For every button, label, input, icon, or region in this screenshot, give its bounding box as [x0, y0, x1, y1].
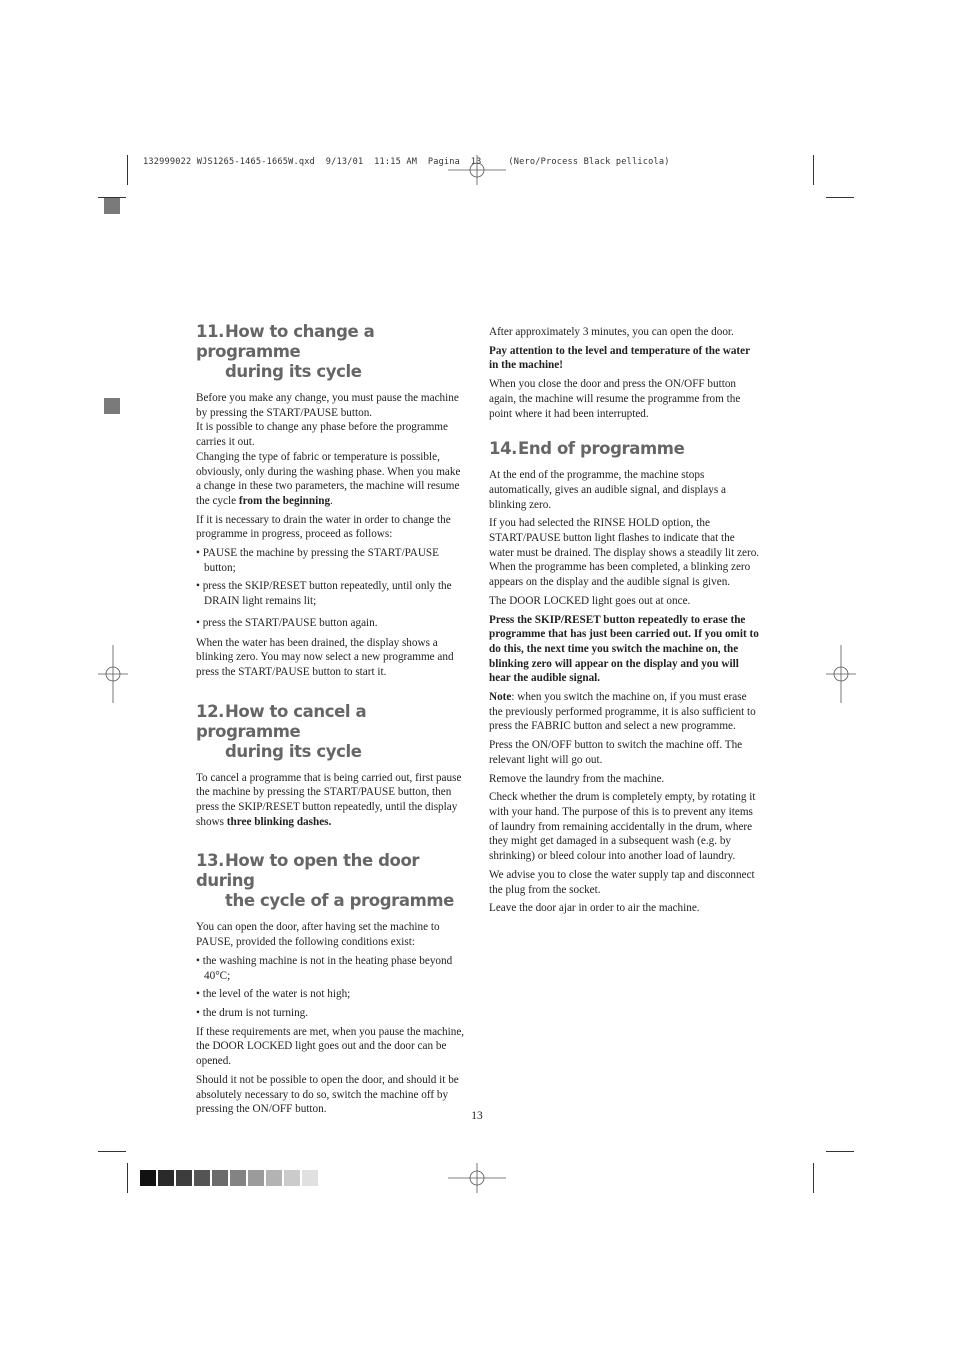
- section-13-bullet: • the level of the water is not high;: [196, 988, 351, 1001]
- registration-mark-left-icon: [98, 645, 128, 703]
- section-13-bullet: • the washing machine is not in the heating phase beyond 40°C;: [196, 954, 453, 982]
- section-11-paragraph: Before you make any change, you must pause the machine by pressing the START/PAUSE button.: [196, 392, 459, 419]
- section-14-note: Note: when you switch the machine on, if you must erase the previously performed programme, it is also sufficient to press the FABRIC button and select a new programme.: [489, 691, 756, 733]
- crop-mark-br-v: [813, 1163, 814, 1193]
- gray-swatch: [194, 1170, 210, 1186]
- gray-swatch: [266, 1170, 282, 1186]
- section-14-paragraph: Remove the laundry from the machine.: [489, 772, 665, 785]
- gray-swatch: [302, 1170, 318, 1186]
- marker-square-top: [104, 198, 120, 214]
- print-header: 132999022 WJS1265-1465-1665W.qxd 9/13/01 11:15 AM Pagina 13 (Nero/Process Black pellicola): [143, 157, 670, 167]
- section-11-bullet: • press the SKIP/RESET button repeatedly, until only the DRAIN light remains lit;: [196, 580, 452, 608]
- section-11-paragraph: Changing the type of fabric or temperature is possible, obviously, only during the washing phase. When you make a change in these two parameters, the machine will resume the cycle from the beginning.: [196, 450, 461, 507]
- gray-swatch: [284, 1170, 300, 1186]
- section-11-paragraph: It is possible to change any phase before the programme carries it out.: [196, 421, 448, 449]
- crop-mark-bl-h: [98, 1151, 126, 1152]
- resume-paragraph: When you close the door and press the ON/OFF button again, the machine will resume the programme from the point where it had been interrupted.: [489, 378, 741, 420]
- section-14-paragraph: Check whether the drum is completely empty, by rotating it with your hand. The purpose of this is to prevent any items of laundry from remaining accidentally in the drum, where they might get damaged in a subsequent wash (e.g. by shrinking) or bleed colour into another load of laundry.: [489, 791, 756, 863]
- right-column: [489, 325, 761, 920]
- gray-swatch: [176, 1170, 192, 1186]
- section-14-paragraph: At the end of the programme, the machine stops automatically, gives an audible signal, and displays a blinking zero.: [489, 469, 726, 511]
- registration-mark-top-icon: [448, 155, 506, 185]
- warning-paragraph: Pay attention to the level and temperature of the water in the machine!: [489, 344, 750, 372]
- marker-square-middle: [104, 398, 120, 414]
- section-13-paragraph: You can open the door, after having set the machine to PAUSE, provided the following conditions exist:: [196, 921, 440, 949]
- section-11-heading: 11.How to change a programme during its cycle: [196, 322, 375, 381]
- section-14-paragraph: If you had selected the RINSE HOLD option, the START/PAUSE button light flashes to indicate that the water must be drained. The display shows a steadily lit zero.: [489, 517, 760, 559]
- crop-mark-bl-v: [127, 1163, 128, 1193]
- section-13-bullet: • the drum is not turning.: [196, 1006, 309, 1019]
- gray-swatch: [230, 1170, 246, 1186]
- section-11-bullet: • PAUSE the machine by pressing the START/PAUSE button;: [196, 547, 439, 574]
- registration-mark-right-icon: [826, 645, 856, 703]
- section-14-paragraph: The DOOR LOCKED light goes out at once.: [489, 594, 691, 607]
- door-open-paragraph: After approximately 3 minutes, you can open the door.: [489, 326, 734, 338]
- gray-swatch: [158, 1170, 174, 1186]
- crop-mark-br-h: [826, 1151, 854, 1152]
- section-12-heading: 12.How to cancel a programme during its cycle: [196, 701, 367, 761]
- page-number: 13: [471, 1110, 483, 1122]
- gray-swatch: [140, 1170, 156, 1186]
- crop-mark-tl-v: [127, 155, 128, 185]
- section-14-paragraph: Press the ON/OFF button to switch the machine off. The relevant light will go out.: [489, 739, 743, 766]
- section-14-paragraph: Leave the door ajar in order to air the machine.: [489, 902, 700, 915]
- gray-swatch: [212, 1170, 228, 1186]
- section-13-paragraph: Should it not be possible to open the door, and should it be absolutely necessary to do so, switch the machine off by pressing the ON/OFF button.: [196, 1073, 459, 1116]
- section-14-paragraph: When the programme has been completed, a blinking zero appears on the display and the audible signal is given.: [489, 561, 751, 589]
- crop-mark-tr-v: [813, 155, 814, 185]
- section-13-heading: 13.How to open the door during the cycle of a programme: [196, 851, 454, 911]
- grayscale-calibration-bar: [140, 1170, 320, 1186]
- section-12-paragraph: To cancel a programme that is being carried out, first pause the machine by pressing the START/PAUSE button, then press the SKIP/RESET button repeatedly, until the display shows three blinking dashes.: [196, 771, 462, 828]
- section-13-paragraph: If these requirements are met, when you pause the machine, the DOOR LOCKED light goes out and the door can be opened.: [196, 1025, 465, 1068]
- section-14-heading: 14.End of programme: [489, 439, 685, 459]
- crop-mark-tr-h: [826, 197, 854, 198]
- section-11-paragraph: When the water has been drained, the display shows a blinking zero. You may now select a new programme and press the START/PAUSE button to start it.: [196, 636, 454, 678]
- registration-mark-bottom-icon: [448, 1163, 506, 1193]
- section-14-paragraph: We advise you to close the water supply tap and disconnect the plug from the socket.: [489, 868, 755, 896]
- left-column: [196, 322, 468, 1121]
- section-14-bold-paragraph: Press the SKIP/RESET button repeatedly to erase the programme that has just been carried out. If you omit to do this, the next time you switch the machine on, the blinking zero will appear on the display and you will hear the audible signal.: [489, 613, 759, 685]
- section-11-paragraph: If it is necessary to drain the water in order to change the programme in progress, proceed as follows:: [196, 513, 451, 541]
- gray-swatch: [248, 1170, 264, 1186]
- section-11-bullet: • press the START/PAUSE button again.: [196, 616, 378, 629]
